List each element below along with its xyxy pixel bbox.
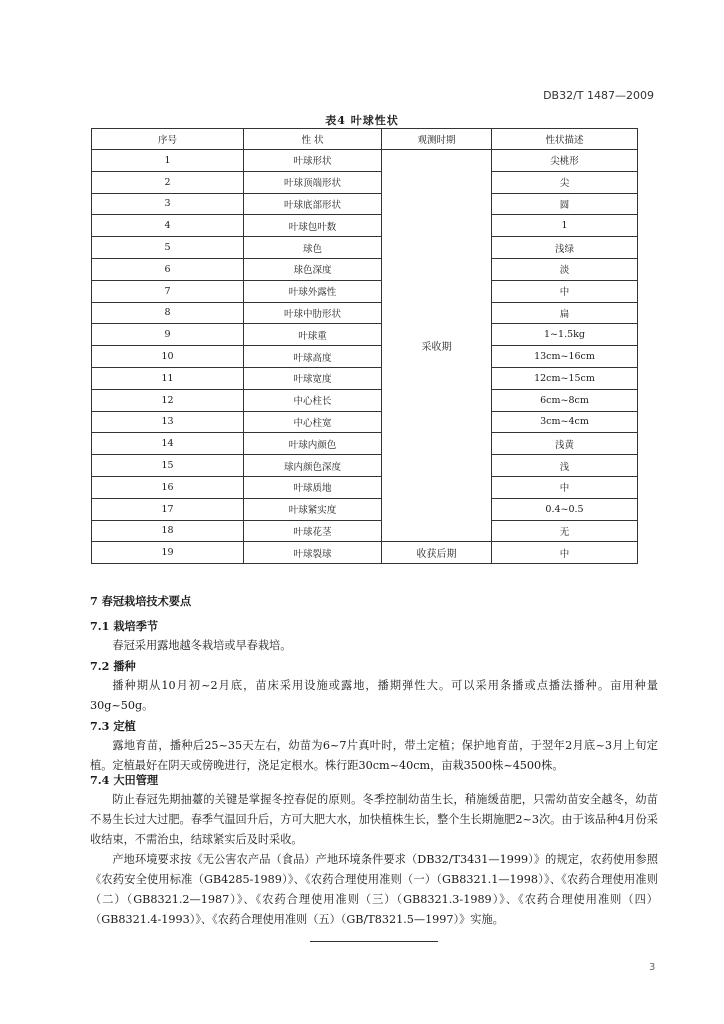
row-desc: 12cm~15cm bbox=[492, 367, 638, 389]
section-7-3-text: 露地育苗，播种后25~35天左右，幼苗为6~7片真叶时，带土定植；保护地育苗，于翌年2月底~3月上旬定植。定植最好在阴天或傍晚进行，浇足定根水。株行距30cm~40cm，亩栽3500株~4500株。 bbox=[90, 739, 658, 772]
row-desc: 淡 bbox=[492, 258, 638, 280]
row-trait: 球色 bbox=[244, 237, 382, 259]
section-7-1-text: 春冠采用露地越冬栽培或早春栽培。 bbox=[112, 639, 292, 652]
row-trait: 叶球中肋形状 bbox=[244, 302, 382, 324]
table-header-row bbox=[92, 129, 638, 150]
table-row bbox=[92, 280, 638, 302]
row-no: 9 bbox=[92, 324, 244, 346]
table-row bbox=[92, 411, 638, 433]
row-no: 14 bbox=[92, 433, 244, 455]
end-separator-line bbox=[310, 941, 438, 942]
table-row bbox=[92, 193, 638, 215]
row-trait: 叶球重 bbox=[244, 324, 382, 346]
row-no: 3 bbox=[92, 193, 244, 215]
table-row bbox=[92, 433, 638, 455]
row-no: 7 bbox=[92, 280, 244, 302]
table-row bbox=[92, 302, 638, 324]
section-7-4-title: 7.4 大田管理 bbox=[90, 773, 159, 787]
section-7-2-text: 播种期从10月初~2月底，苗床采用设施或露地，播期弹性大。可以采用条播或点播法播种。亩用种量30g~50g。 bbox=[90, 679, 658, 712]
row-desc: 扁 bbox=[492, 302, 638, 324]
section-7-4-text-1: 防止春冠先期抽薹的关键是掌握冬控春促的原则。冬季控制幼苗生长，稍施缓苗肥，只需幼苗安全越冬，幼苗不易生长过大过肥。春季气温回升后，方可大肥大水，加快植株生长，整个生长期施肥2~3次。由于该品种4月份采收结束，不需治虫，结球紧实后及时采收。 bbox=[90, 793, 658, 846]
row-no: 12 bbox=[92, 389, 244, 411]
row-desc: 圆 bbox=[492, 193, 638, 215]
header-no: 序号 bbox=[92, 129, 244, 150]
row-trait: 叶球形状 bbox=[244, 150, 382, 172]
table-row bbox=[92, 498, 638, 520]
table-row bbox=[92, 542, 638, 564]
row-no: 11 bbox=[92, 367, 244, 389]
row-trait: 叶球包叶数 bbox=[244, 215, 382, 237]
header-period: 观测时期 bbox=[382, 129, 492, 150]
table-row bbox=[92, 367, 638, 389]
row-no: 1 bbox=[92, 150, 244, 172]
header-desc: 性状描述 bbox=[492, 129, 638, 150]
row-desc: 无 bbox=[492, 520, 638, 542]
row-no: 8 bbox=[92, 302, 244, 324]
row-trait: 叶球裂球 bbox=[244, 542, 382, 564]
row-no: 6 bbox=[92, 258, 244, 280]
header-trait: 性 状 bbox=[244, 129, 382, 150]
period-harvest: 采收期 bbox=[382, 150, 492, 542]
row-trait: 叶球紧实度 bbox=[244, 498, 382, 520]
table-row bbox=[92, 389, 638, 411]
table-row bbox=[92, 258, 638, 280]
table-row bbox=[92, 520, 638, 542]
section-7-title: 7 春冠栽培技术要点 bbox=[90, 594, 192, 608]
row-desc: 中 bbox=[492, 476, 638, 498]
row-no: 16 bbox=[92, 476, 244, 498]
row-trait: 叶球内颜色 bbox=[244, 433, 382, 455]
row-no: 13 bbox=[92, 411, 244, 433]
row-trait: 中心柱宽 bbox=[244, 411, 382, 433]
table-row bbox=[92, 237, 638, 259]
standard-code: DB32/T 1487—2009 bbox=[543, 89, 654, 102]
row-trait: 叶球顶端形状 bbox=[244, 171, 382, 193]
section-7-4-text-2: 产地环境要求按《无公害农产品（食品）产地环境条件要求（DB32/T3431—1999）》的规定，农药使用参照《农药安全使用标准（GB4285-1989）》、《农药合理使用准则（一）（GB8321.1—1998）》、《农药合理使用准则（二）（GB8321.2—1987）》、《农药合理使用准则（三）（GB8321.3-1989）》、《农药合理使用准则（四）（GB8321.4-1993）》、《农药合理使用准则（五）（GB/T8321.5—1997）》实施。 bbox=[90, 853, 658, 926]
page-number: 3 bbox=[649, 962, 656, 973]
table-row bbox=[92, 346, 638, 368]
table-row bbox=[92, 171, 638, 193]
section-7-3-title: 7.3 定植 bbox=[90, 719, 136, 733]
row-trait: 叶球底部形状 bbox=[244, 193, 382, 215]
table-row bbox=[92, 215, 638, 237]
row-trait: 叶球质地 bbox=[244, 476, 382, 498]
row-trait: 叶球高度 bbox=[244, 346, 382, 368]
row-trait: 叶球宽度 bbox=[244, 367, 382, 389]
row-desc: 浅 bbox=[492, 455, 638, 477]
row-desc: 3cm~4cm bbox=[492, 411, 638, 433]
row-desc: 浅黄 bbox=[492, 433, 638, 455]
row-no: 2 bbox=[92, 171, 244, 193]
row-no: 10 bbox=[92, 346, 244, 368]
traits-table bbox=[91, 128, 638, 564]
row-no: 15 bbox=[92, 455, 244, 477]
row-no: 19 bbox=[92, 542, 244, 564]
row-desc: 1 bbox=[492, 215, 638, 237]
section-7-2-title: 7.2 播种 bbox=[90, 659, 136, 673]
table-row bbox=[92, 324, 638, 346]
row-no: 5 bbox=[92, 237, 244, 259]
row-desc: 0.4~0.5 bbox=[492, 498, 638, 520]
row-desc: 中 bbox=[492, 280, 638, 302]
table-caption: 表4 叶球性状 bbox=[325, 114, 399, 127]
row-trait: 球内颜色深度 bbox=[244, 455, 382, 477]
row-desc: 尖桃形 bbox=[492, 150, 638, 172]
period-after-harvest: 收获后期 bbox=[382, 542, 492, 564]
row-no: 4 bbox=[92, 215, 244, 237]
row-desc: 中 bbox=[492, 542, 638, 564]
row-trait: 中心柱长 bbox=[244, 389, 382, 411]
table-row bbox=[92, 455, 638, 477]
row-desc: 13cm~16cm bbox=[492, 346, 638, 368]
row-trait: 球色深度 bbox=[244, 258, 382, 280]
row-desc: 1~1.5kg bbox=[492, 324, 638, 346]
table-row bbox=[92, 150, 638, 172]
row-trait: 叶球外露性 bbox=[244, 280, 382, 302]
row-no: 18 bbox=[92, 520, 244, 542]
row-desc: 浅绿 bbox=[492, 237, 638, 259]
section-7-1-title: 7.1 栽培季节 bbox=[90, 619, 159, 633]
table-row bbox=[92, 476, 638, 498]
row-desc: 6cm~8cm bbox=[492, 389, 638, 411]
row-no: 17 bbox=[92, 498, 244, 520]
row-desc: 尖 bbox=[492, 171, 638, 193]
row-trait: 叶球花茎 bbox=[244, 520, 382, 542]
